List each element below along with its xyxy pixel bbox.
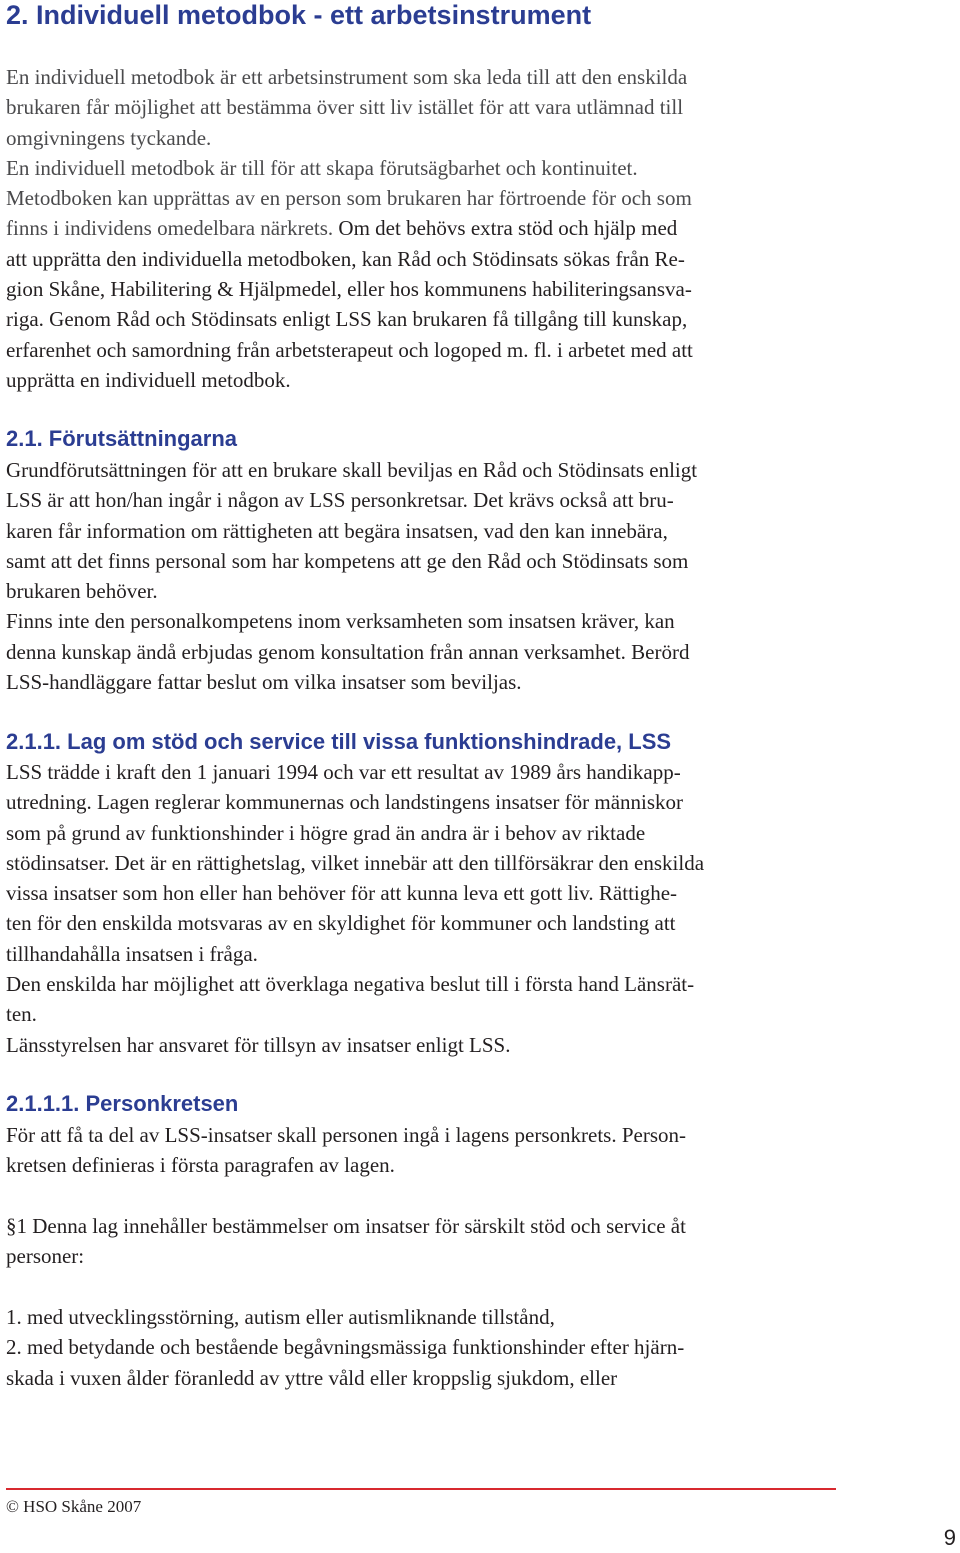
text-line: stödinsatser. Det är en rättighetslag, vilket innebär att den tillförsäkrar den enskilda [6, 850, 705, 875]
text-fragment: Om det behövs extra stöd och hjälp med [333, 216, 678, 241]
text-line: brukaren får möjlighet att bestämma över sitt liv istället för att vara utlämnad till [6, 95, 684, 120]
text-line: samt att det finns personal som har kompetens att ge den Råd och Stödinsats som [6, 548, 689, 573]
text-line [6, 213, 693, 243]
text-line: upprätta en individuell metodbok. [6, 367, 291, 392]
section-heading-2-1: 2.1. Förutsättningarna [6, 426, 238, 451]
section-2-1-1-1-paragraph [6, 1120, 686, 1181]
page-title: 2. Individuell metodbok - ett arbetsinstrument [6, 0, 592, 30]
text-line: som på grund av funktionshinder i högre grad än andra är i behov av riktade [6, 820, 646, 845]
text-line: riga. Genom Råd och Stödinsats enligt LSS kan brukaren få tillgång till kunskap, [6, 307, 688, 332]
text-line: En individuell metodbok är till för att skapa förutsägbarhet och kontinuitet. [6, 155, 638, 180]
text-line: denna kunskap ändå erbjudas genom konsultation från annan verksamhet. Berörd [6, 639, 690, 664]
text-line: LSS är att hon/han ingår i någon av LSS personkretsar. Det krävs också att bru- [6, 488, 674, 513]
text-line: En individuell metodbok är ett arbetsinstrument som ska leda till att den enskilda [6, 65, 688, 89]
text-line: Länsstyrelsen har ansvaret för tillsyn av insatser enligt LSS. [6, 1032, 511, 1057]
text-line: personer: [6, 1244, 85, 1269]
text-line: LSS trädde i kraft den 1 januari 1994 och var ett resultat av 1989 års handikapp- [6, 760, 681, 784]
text-line: Den enskilda har möjlighet att överklaga negativa beslut till i första hand Länsrät- [6, 972, 695, 997]
text-line: gion Skåne, Habilitering & Hjälpmedel, eller hos kommunens habiliteringsansva- [6, 277, 692, 302]
text-line: erfarenhet och samordning från arbetsterapeut och logoped m. fl. i arbetet med att [6, 337, 693, 362]
section-2-1-1-paragraph [6, 757, 704, 1060]
text-line: att upprätta den individuella metodboken, kan Råd och Stödinsats sökas från Re- [6, 246, 685, 271]
text-line: §1 Denna lag innehåller bestämmelser om insatser för särskilt stöd och service åt [6, 1214, 686, 1238]
text-line: För att få ta del av LSS-insatser skall personen ingå i lagens personkrets. Person- [6, 1123, 687, 1147]
footer-rule [6, 1488, 836, 1490]
text-line: ten för den enskilda motsvaras av en skyldighet för kommuner och landsting att [6, 911, 676, 936]
personkrets-list [6, 1302, 684, 1393]
law-quote [6, 1211, 686, 1272]
text-line: Metodboken kan upprättas av en person som brukaren har förtroende för och som [6, 186, 692, 211]
text-line: utredning. Lagen reglerar kommunernas och landstingens insatser för människor [6, 790, 684, 815]
text-line: tillhandahålla insatsen i fråga. [6, 941, 258, 966]
text-line: Finns inte den personalkompetens inom verksamheten som insatsen kräver, kan [6, 609, 675, 634]
text-line: omgivningens tyckande. [6, 125, 212, 150]
text-fragment: finns i individens omedelbara närkrets. [6, 216, 334, 241]
text-line: ten. [6, 1002, 37, 1027]
text-line: karen får information om rättigheten att begära insatsen, vad den kan innebära, [6, 518, 668, 543]
list-item: 2. med betydande och bestående begåvningsmässiga funktionshinder efter hjärn- [6, 1335, 685, 1360]
text-line: brukaren behöver. [6, 579, 158, 604]
text-line: vissa insatser som hon eller han behöver för att kunna leva ett gott liv. Rättighe- [6, 881, 678, 906]
section-heading-2-1-1: 2.1.1. Lag om stöd och service till vissa funktionshindrade, LSS [6, 729, 672, 754]
text-line: Grundförutsättningen för att en brukare skall beviljas en Råd och Stödinsats enligt [6, 458, 698, 482]
footer-copyright: © HSO Skåne 2007 [6, 1497, 142, 1516]
intro-paragraph [6, 62, 693, 395]
text-line: kretsen definieras i första paragrafen av lagen. [6, 1153, 395, 1178]
text-line: LSS-handläggare fattar beslut om vilka insatser som beviljas. [6, 670, 522, 695]
section-heading-2-1-1-1: 2.1.1.1. Personkretsen [6, 1091, 239, 1116]
section-2-1-paragraph [6, 455, 697, 697]
list-item: skada i vuxen ålder föranledd av yttre våld eller kroppslig sjukdom, eller [6, 1365, 618, 1390]
page-number: 9 [943, 1525, 956, 1550]
list-item: 1. med utvecklingsstörning, autism eller autismliknande tillstånd, [6, 1305, 555, 1329]
